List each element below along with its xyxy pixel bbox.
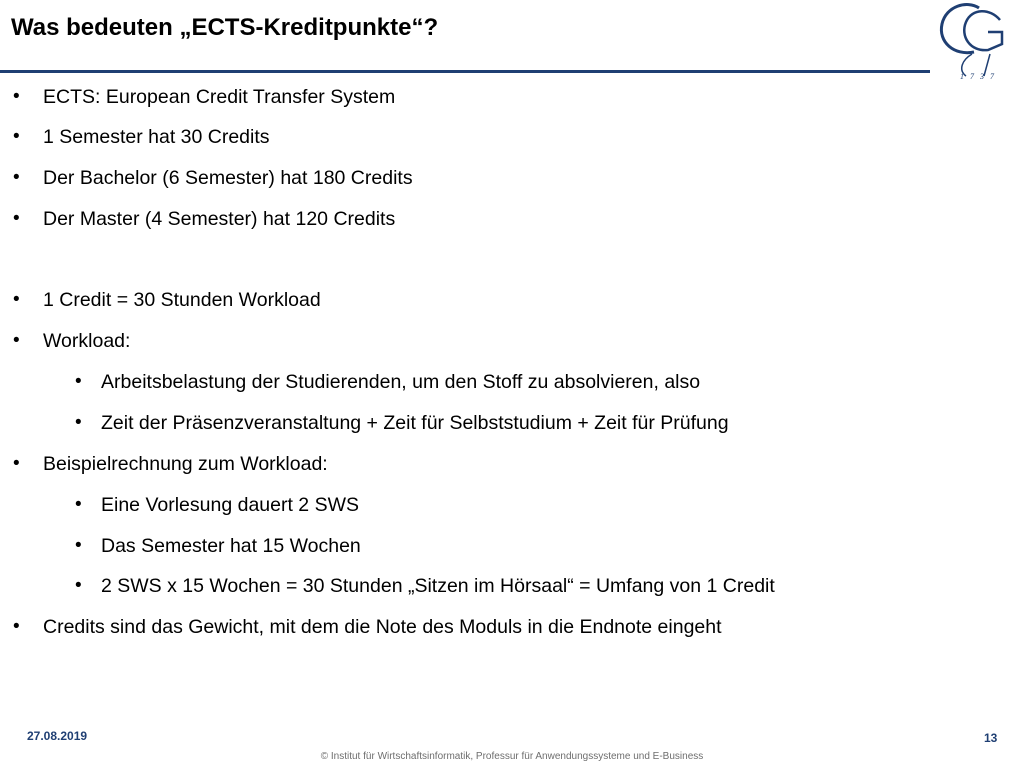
- bullet-marker: •: [13, 126, 20, 147]
- bullet-text: 2 SWS x 15 Wochen = 30 Stunden „Sitzen im Hörsaal“ = Umfang von 1 Credit: [101, 575, 775, 597]
- bullet-marker: •: [13, 86, 20, 107]
- footer-date: 27.08.2019: [27, 729, 88, 743]
- sub-bullet-item: [75, 411, 729, 435]
- sub-bullet-item: [75, 534, 361, 558]
- bullet-text: ECTS: European Credit Transfer System: [43, 86, 396, 108]
- bullet-text: Der Master (4 Semester) hat 120 Credits: [43, 208, 396, 230]
- bullet-item: [13, 85, 396, 109]
- bullet-marker: •: [75, 575, 82, 596]
- bullet-item: [13, 615, 722, 639]
- bullet-text: Arbeitsbelastung der Studierenden, um den Stoff zu absolvieren, also: [101, 371, 701, 393]
- bullet-marker: •: [13, 616, 20, 637]
- bullet-text: Eine Vorlesung dauert 2 SWS: [101, 494, 359, 516]
- bullet-marker: •: [13, 167, 20, 188]
- bullet-text: Beispielrechnung zum Workload:: [43, 453, 328, 475]
- bullet-item: [13, 329, 131, 353]
- bullet-item: [13, 166, 413, 190]
- bullet-marker: •: [13, 453, 20, 474]
- bullet-marker: •: [13, 208, 20, 229]
- logo-year: 1 7 3 7: [960, 72, 996, 81]
- bullet-marker: •: [13, 330, 20, 351]
- bullet-marker: •: [75, 371, 82, 392]
- bullet-text: Das Semester hat 15 Wochen: [101, 535, 361, 557]
- bullet-text: 1 Semester hat 30 Credits: [43, 126, 270, 148]
- sub-bullet-item: [75, 574, 775, 598]
- bullet-text: Der Bachelor (6 Semester) hat 180 Credits: [43, 167, 413, 189]
- slide-title: Was bedeuten „ECTS-Kreditpunkte“?: [11, 14, 439, 41]
- bullet-text: Workload:: [43, 330, 131, 352]
- bullet-marker: •: [75, 494, 82, 515]
- page-number: 13: [984, 731, 998, 745]
- bullet-text: Zeit der Präsenzveranstaltung + Zeit für Selbststudium + Zeit für Prüfung: [101, 412, 729, 434]
- bullet-item: [13, 452, 328, 476]
- bullet-marker: •: [75, 535, 82, 556]
- bullet-marker: •: [13, 289, 20, 310]
- bullet-marker: •: [75, 412, 82, 433]
- sub-bullet-item: [75, 370, 701, 394]
- footer-copyright: © Institut für Wirtschaftsinformatik, Professur für Anwendungssysteme und E-Business: [320, 751, 704, 762]
- bullet-text: Credits sind das Gewicht, mit dem die Note des Moduls in die Endnote eingeht: [43, 616, 722, 638]
- bullet-item: [13, 288, 321, 312]
- bullet-item: [13, 207, 396, 231]
- bullet-item: [13, 125, 270, 149]
- sub-bullet-item: [75, 493, 359, 517]
- bullet-text: 1 Credit = 30 Stunden Workload: [43, 289, 321, 311]
